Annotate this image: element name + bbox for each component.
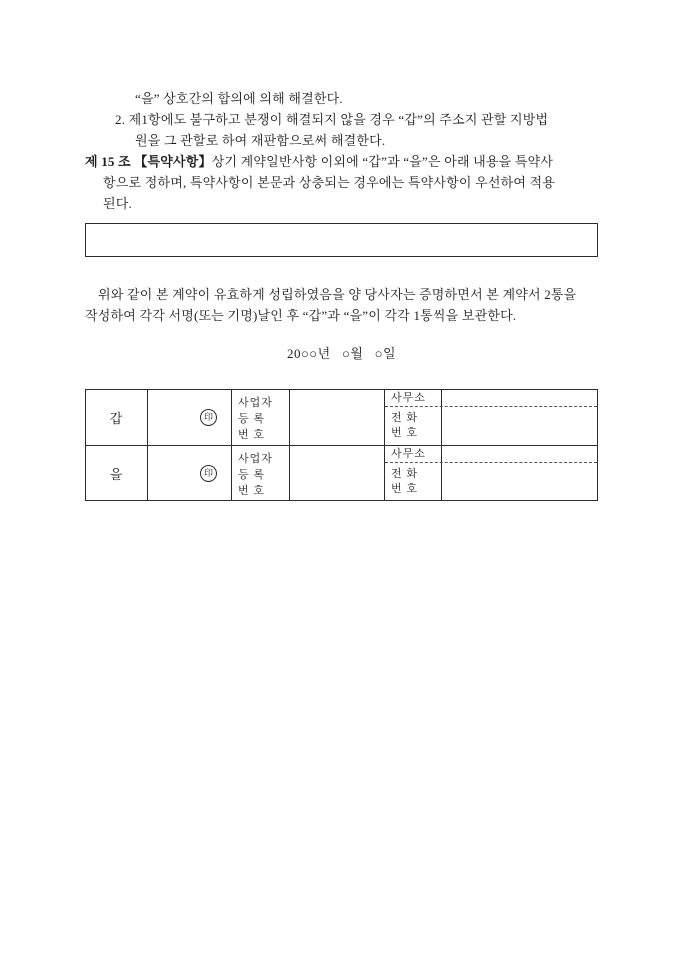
- business-reg-number-field[interactable]: [290, 446, 385, 500]
- phone-number-label: 전 화 번 호: [385, 407, 442, 445]
- contact-cell: [385, 390, 597, 445]
- signature-table: [85, 389, 598, 501]
- seal-icon: 印: [200, 465, 217, 482]
- office-label: 사무소: [385, 446, 442, 462]
- business-reg-number-label: 사업자 등 록 번 호: [232, 446, 290, 500]
- business-reg-number-field[interactable]: [290, 390, 385, 445]
- office-field[interactable]: [442, 390, 597, 406]
- article-15-heading: 제 15 조 【특약사항】: [85, 154, 212, 169]
- party-label-eul: 을: [86, 446, 148, 500]
- office-field[interactable]: [442, 446, 597, 462]
- clause-item-2-line-2: 원을 그 관할로 하여 재판함으로써 해결한다.: [135, 133, 386, 148]
- seal-cell-eul: [148, 446, 232, 500]
- article-15-body-start: 상기 계약일반사항 이외에 “갑”과 “을”은 아래 내용을 특약사: [211, 154, 554, 169]
- closing-paragraph: [85, 284, 598, 326]
- contact-cell: [385, 446, 597, 500]
- office-label: 사무소: [385, 390, 442, 406]
- closing-line-2: 작성하여 각각 서명(또는 기명)날인 후 “갑”과 “을”이 각각 1통씩을 보관한다.: [85, 308, 517, 323]
- signature-row-eul: [86, 445, 597, 500]
- clause-continuation-line: “을” 상호간의 합의에 의해 해결한다.: [135, 91, 343, 106]
- phone-number-field[interactable]: [442, 463, 597, 500]
- closing-line-1: 위와 같이 본 계약이 유효하게 성립하였음을 양 당사자는 증명하면서 본 계약서 2통을: [98, 287, 577, 302]
- date-line: 20○○년 ○월 ○일: [286, 346, 397, 361]
- phone-number-field[interactable]: [442, 407, 597, 445]
- party-label-gap: 갑: [86, 390, 148, 445]
- signature-row-gap: [86, 390, 597, 445]
- article-15-line-3: 된다.: [103, 196, 132, 211]
- special-terms-box[interactable]: [85, 223, 598, 257]
- article-15-line-2: 항으로 정하며, 특약사항이 본문과 상충되는 경우에는 특약사항이 우선하여 적용: [103, 175, 556, 190]
- business-reg-number-label: 사업자 등 록 번 호: [232, 390, 290, 445]
- article-15-line-1: [85, 151, 598, 172]
- clause-item-2-line-1: 2. 제1항에도 불구하고 분쟁이 해결되지 않을 경우 “갑”의 주소지 관할 지방법: [115, 112, 549, 127]
- seal-cell-gap: [148, 390, 232, 445]
- seal-icon: 印: [200, 409, 217, 426]
- phone-number-label: 전 화 번 호: [385, 463, 442, 500]
